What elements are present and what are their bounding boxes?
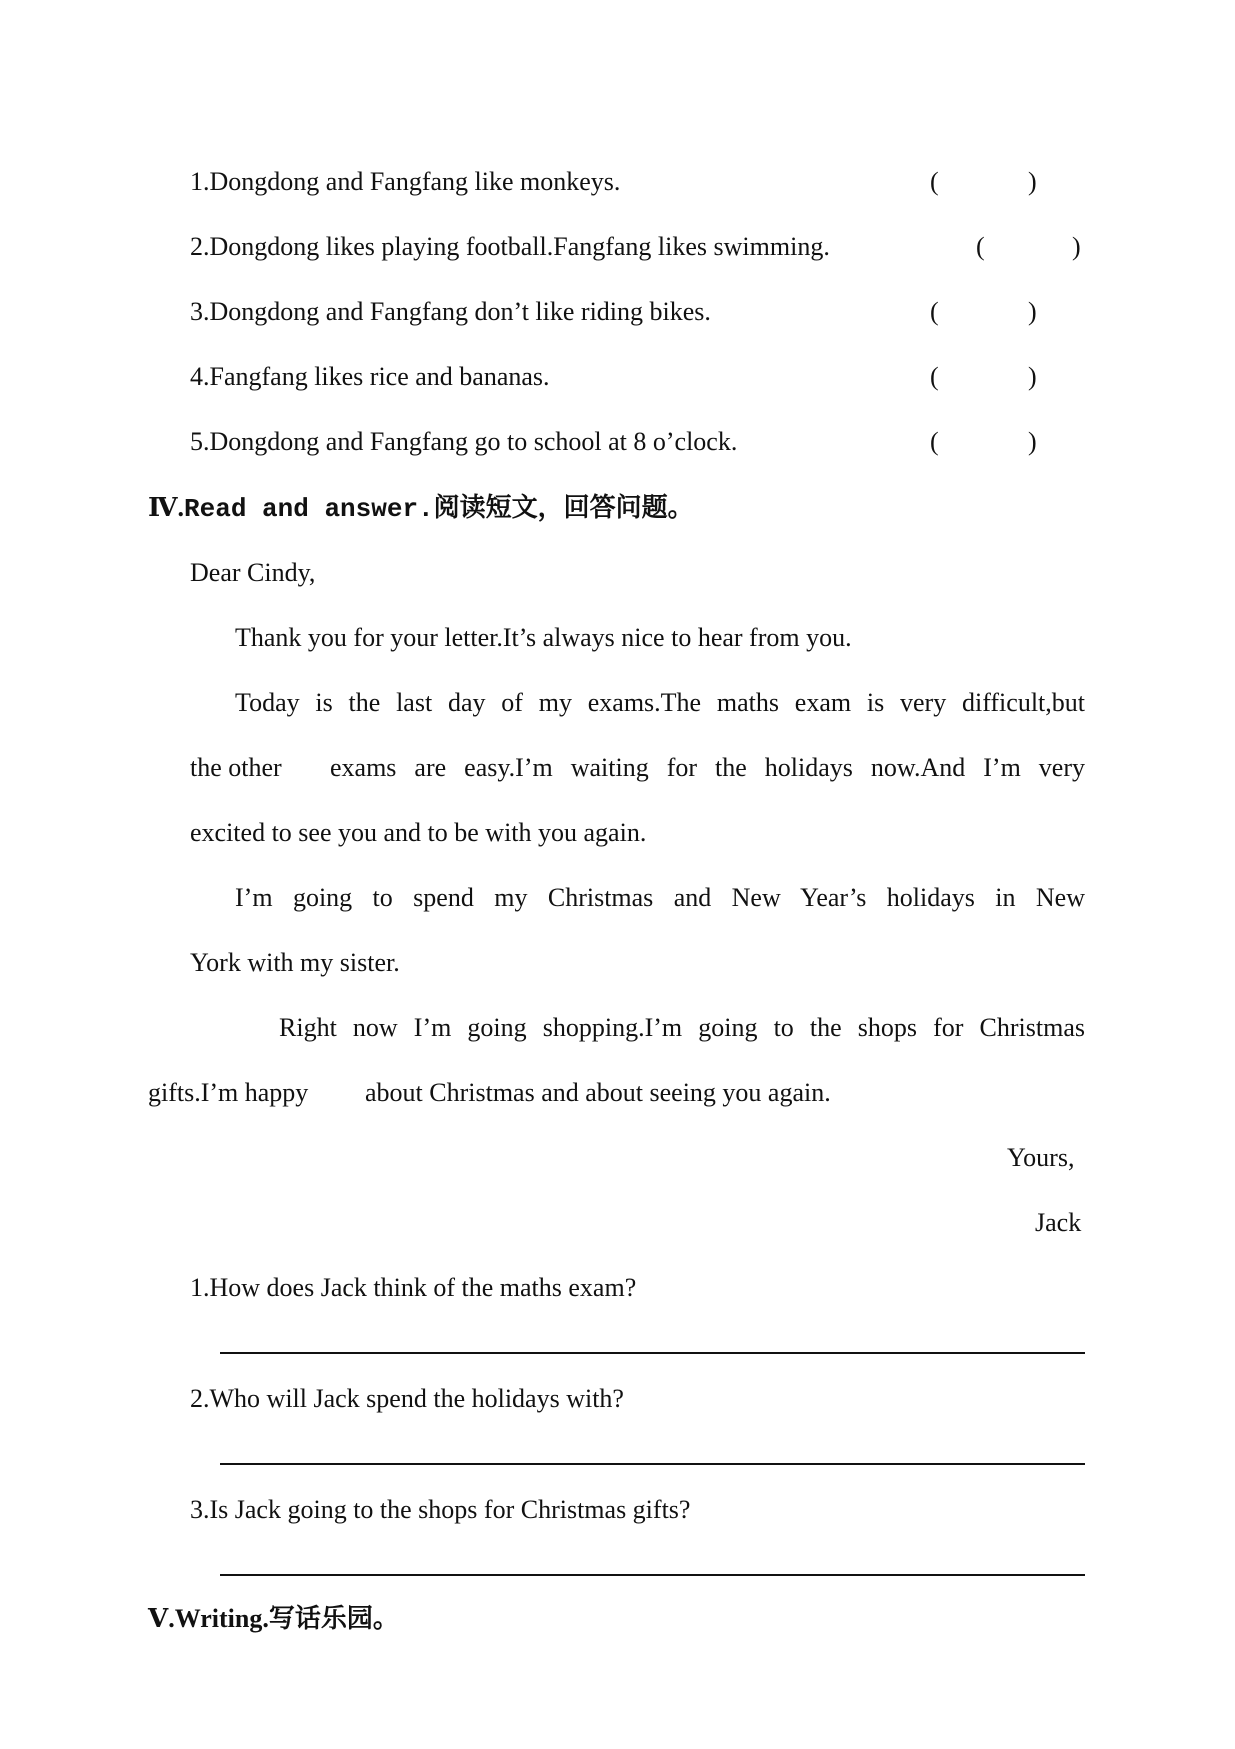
- letter-paragraph-4-line-1: Right now I’m going shopping.I’m going to the shops for Christmas: [279, 1013, 1085, 1042]
- section-4-title-cn: 阅读短文，回答问题。: [433, 493, 694, 522]
- answer-line-3[interactable]: [220, 1574, 1085, 1576]
- section-4-title-en: Read and answer.: [184, 494, 434, 524]
- question-1: 1.How does Jack think of the maths exam?: [190, 1273, 637, 1302]
- tf-statement-1: 1.Dongdong and Fangfang like monkeys.: [190, 167, 621, 196]
- tf-answer-open-4: (: [930, 362, 939, 391]
- letter-paragraph-4-line-2b: about Christmas and about seeing you again.: [365, 1078, 831, 1107]
- letter-paragraph-2-line-1: Today is the last day of my exams.The maths exam is very difficult,but: [235, 688, 1085, 717]
- letter-paragraph-3-line-1: I’m going to spend my Christmas and New Year’s holidays in New: [235, 883, 1085, 912]
- tf-answer-close-5: ): [1028, 427, 1037, 456]
- tf-answer-close-2: ): [1072, 232, 1081, 261]
- tf-statement-4: 4.Fangfang likes rice and bananas.: [190, 362, 550, 391]
- letter-paragraph-2-line-2b: exams are easy.I’m waiting for the holidays now.And I’m very: [330, 753, 1085, 782]
- question-3: 3.Is Jack going to the shops for Christmas gifts?: [190, 1495, 691, 1524]
- answer-line-1[interactable]: [220, 1352, 1085, 1354]
- letter-paragraph-2-line-3: excited to see you and to be with you again.: [190, 818, 647, 847]
- section-4-numeral: Ⅳ.: [148, 493, 185, 522]
- letter-closing: Yours,: [1007, 1143, 1075, 1172]
- tf-statement-5: 5.Dongdong and Fangfang go to school at 8 o’clock.: [190, 427, 738, 456]
- tf-answer-open-1: (: [930, 167, 939, 196]
- tf-answer-close-3: ): [1028, 297, 1037, 326]
- answer-line-2[interactable]: [220, 1463, 1085, 1465]
- letter-paragraph-2-line-2a: the other: [190, 753, 282, 782]
- letter-paragraph-1: Thank you for your letter.It’s always nice to hear from you.: [235, 623, 852, 652]
- section-4-heading: [148, 493, 694, 524]
- tf-statement-3: 3.Dongdong and Fangfang don’t like riding bikes.: [190, 297, 711, 326]
- section-5-numeral: Ⅴ: [148, 1604, 169, 1633]
- letter-paragraph-4-line-2a: gifts.I’m happy: [148, 1078, 309, 1107]
- section-5-title: .Writing.写话乐园。: [168, 1604, 399, 1633]
- tf-answer-close-4: ): [1028, 362, 1037, 391]
- tf-answer-open-5: (: [930, 427, 939, 456]
- tf-answer-open-2: (: [976, 232, 985, 261]
- question-2: 2.Who will Jack spend the holidays with?: [190, 1384, 624, 1413]
- letter-paragraph-3-line-2: York with my sister.: [190, 948, 400, 977]
- tf-answer-open-3: (: [930, 297, 939, 326]
- tf-answer-close-1: ): [1028, 167, 1037, 196]
- tf-statement-2: 2.Dongdong likes playing football.Fangfang likes swimming.: [190, 232, 830, 261]
- section-5-heading: [148, 1604, 399, 1634]
- letter-signature: Jack: [1035, 1208, 1082, 1237]
- letter-greeting: Dear Cindy,: [190, 558, 316, 587]
